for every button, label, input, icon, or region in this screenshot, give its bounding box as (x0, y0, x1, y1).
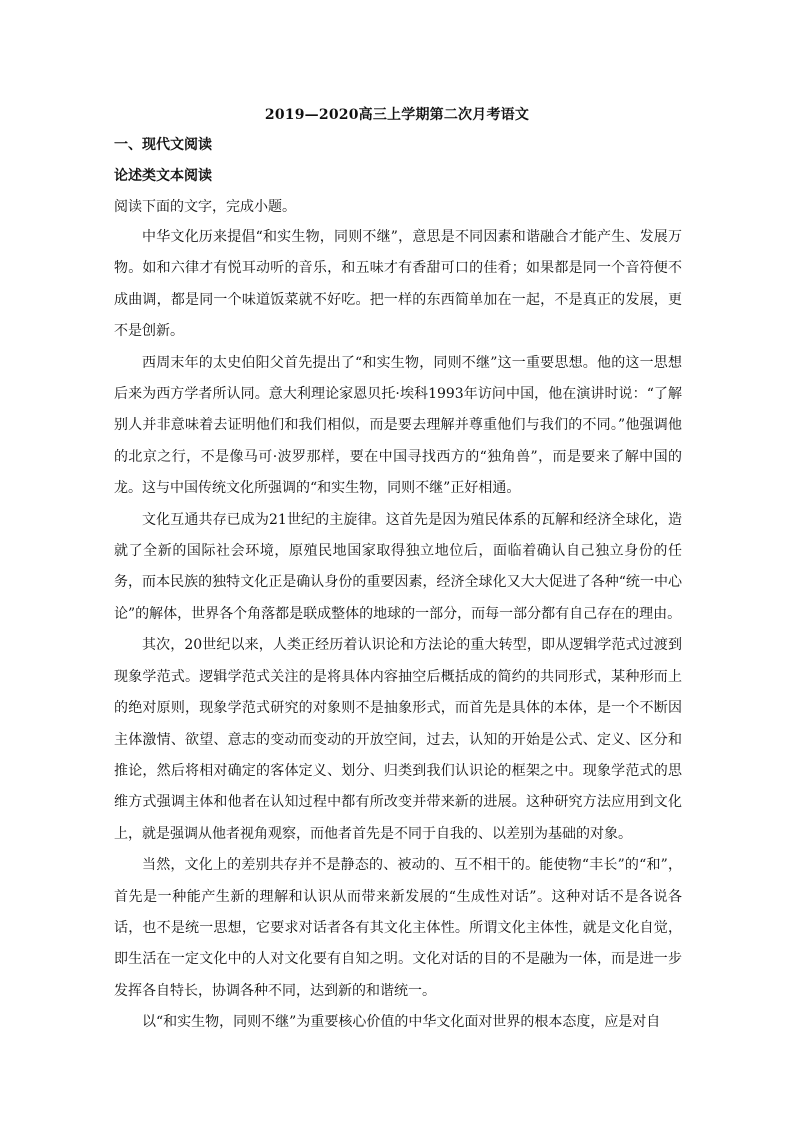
paragraph-5: 当然，文化上的差别共存并不是静态的、被动的、互不相干的。能使物“丰长”的“和”，首先是一种能产生新的理解和认识从而带来新发展的“生成性对话”。这种对话不是各说各话，也不是统一思想，它要求对话者各有其文化主体性。所谓文化主体性，就是文化自觉，即生活在一定文化中的人对文化要有自知之明。文化对话的目的不是融为一体，而是进一步发挥各自特长，协调各种不同，达到新的和谐统一。 (114, 857, 682, 999)
article-body (114, 222, 682, 1039)
document-title: 2019—2020高三上学期第二次月考语文 (264, 107, 530, 123)
paragraph-3: 文化互通共存已成为21世纪的主旋律。这首先是因为殖民体系的瓦解和经济全球化，造就了全新的国际社会环境，原殖民地国家取得独立地位后，面临着确认自己独立身份的任务，而本民族的独特文化正是确认身份的重要因素，经济全球化又大大促进了各种“统一中心论”的解体，世界各个角落都是联成整体的地球的一部分，而每一部分都有自己存在的理由。 (114, 511, 682, 622)
paragraph-6: 以“和实生物，同则不继”为重要核心价值的中华文化面对世界的根本态度，应是对自 (142, 1014, 661, 1031)
paragraph-1: 中华文化历来提倡“和实生物，同则不继”，意思是不同因素和谐融合才能产生、发展万物。如和六律才有悦耳动听的音乐，和五味才有香甜可口的佳肴；如果都是同一个音符便不成曲调，都是同一个味道饭菜就不好吃。把一样的东西简单加在一起，不是真正的发展，更不是创新。 (114, 229, 682, 340)
paragraph-2: 西周末年的太史伯阳父首先提出了“和实生物，同则不继”这一重要思想。他的这一思想后来为西方学者所认同。意大利理论家恩贝托·埃科1993年访问中国，他在演讲时说：“了解别人并非意味着去证明他们和我们相似，而是要去理解并尊重他们与我们的不同。”他强调他的北京之行，不是像马可·波罗那样，要在中国寻找西方的“独角兽”，而是要来了解中国的龙。这与中国传统文化所强调的“和实生物，同则不继”正好相通。 (114, 354, 682, 497)
subsection-heading: 论述类文本阅读 (114, 168, 212, 184)
paragraph-4: 其次，20世纪以来，人类正经历着认识论和方法论的重大转型，即从逻辑学范式过渡到现象学范式。逻辑学范式关注的是将具体内容抽空后概括成的简约的共同形式，某种形而上的绝对原则，现象学范式研究的对象则不是抽象形式，而首先是具体的本体，是一个不断因主体激情、欲望、意志的变动而变动的开放空间，过去，认知的开始是公式、定义、区分和推论，然后将相对确定的客体定义、划分、归类到我们认识论的框架之中。现象学范式的思维方式强调主体和他者在认知过程中都有所改变并带来新的进展。这种研究方法应用到文化上，就是强调从他者视角观察，而他者首先是不同于自我的、以差别为基础的对象。 (114, 637, 682, 842)
reading-instruction: 阅读下面的文字，完成小题。 (114, 199, 296, 215)
section-heading: 一、现代文阅读 (114, 137, 212, 153)
